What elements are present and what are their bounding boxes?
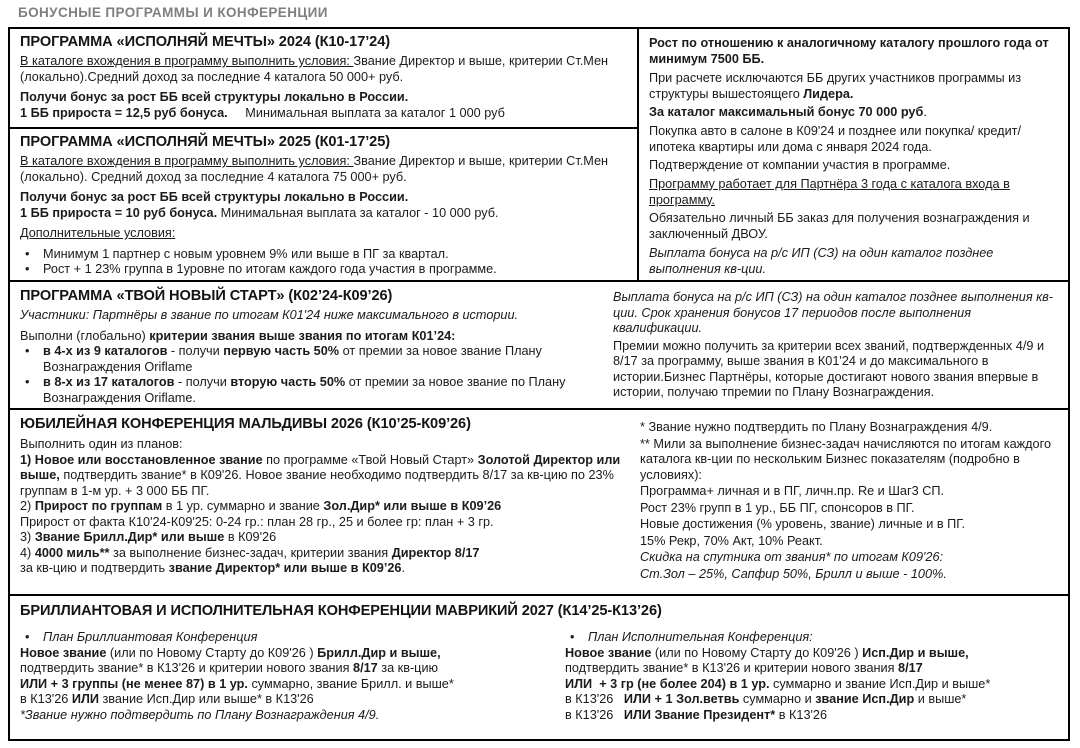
paragraph-text: 1 ББ прироста = 10 руб бонуса. Минимальная выплата за каталог - 10 000 руб. (20, 205, 499, 220)
section-mauritius (10, 596, 1068, 739)
paragraph (613, 290, 1060, 337)
paragraph (640, 517, 1062, 533)
paragraph (565, 677, 1060, 693)
dream-programs-column (10, 29, 639, 280)
paragraph-text: Рост 23% групп в 1 ур., ББ ПГ, спонсоров в ПГ. (640, 500, 915, 515)
paragraph (565, 646, 1060, 662)
paragraph-text: 1) Новое или восстановленное звание по программе «Твой Новый Старт» Золотой Директор или выше, подтвердить звание* в К09'26. Новое звание необходимо подтвердить 8/17 за кв-цию по 23% группам в 1-м ур. + 3 000 ББ ПГ. (20, 452, 621, 498)
paragraph (20, 106, 629, 122)
bullet-icon: • (25, 262, 30, 276)
section-program-2024 (10, 29, 637, 129)
paragraph (20, 677, 552, 693)
paragraph (640, 437, 1062, 484)
paragraph (640, 501, 1062, 517)
bullet-item (20, 247, 629, 263)
paragraph-text: *Звание нужно подтвердить по Плану Вознаграждения 4/9. (20, 707, 380, 722)
section-maldives (10, 410, 632, 594)
paragraph-text: Подтверждение от компании участия в программе. (649, 158, 951, 172)
paragraph-text: За каталог максимальный бонус 70 000 руб. (649, 105, 927, 119)
paragraph (649, 245, 1060, 277)
growth-bonus-notes-body (649, 35, 1060, 277)
bullet-item (20, 344, 600, 375)
paragraph-text: План Исполнительная Конференция: (588, 630, 813, 644)
paragraph-text: в 4-х из 9 каталогов - получи первую часть 50% от премии за новое звание Плану Вознаграждения Oriflame (43, 344, 542, 374)
program-2024-body (20, 54, 629, 121)
paragraph-text: ** Мили за выполнение бизнес-задач начисляются по итогам каждого каталога кв-ции по нескольким Бизнес показателям (подробно в условиях): (640, 436, 1052, 482)
paragraph (20, 546, 624, 562)
paragraph-text: Ст.Зол – 25%, Сапфир 50%, Брилл и выше - 100%. (640, 566, 947, 581)
paragraph-text: за кв-цию и подтвердить звание Директор* или выше в К09’26. (20, 561, 406, 575)
paragraph-text: Получи бонус за рост ББ всей структуры локально в России. (20, 90, 409, 104)
paragraph (640, 484, 1062, 500)
paragraph-text: Обязательно личный ББ заказ для получения вознаграждения и заключенный ДВОУ. (649, 211, 1030, 241)
paragraph (20, 154, 629, 185)
program-2025-body (20, 154, 629, 278)
band-maldives (10, 410, 1068, 596)
paragraph (640, 550, 1062, 566)
paragraph-text: ИЛИ + 3 гр (не более 204) в 1 ур. суммарно и звание Исп.Дир и выше* (565, 676, 991, 691)
paragraph (20, 515, 624, 531)
new-start-notes-body (613, 290, 1060, 401)
paragraph-text: 4) 4000 миль** за выполнение бизнес-задач, критерии звания Директор 8/17 (20, 545, 480, 560)
band-dream-programs (10, 29, 1068, 282)
paragraph (20, 661, 552, 677)
bullet-icon: • (570, 630, 575, 644)
band-new-start (10, 282, 1068, 410)
bullet-icon: • (25, 246, 30, 261)
section-new-start-notes (608, 282, 1068, 408)
paragraph (565, 661, 1060, 677)
program-2024-header: ПРОГРАММА «ИСПОЛНЯЙ МЕЧТЫ» 2024 (К10-17’24) (20, 34, 390, 50)
paragraph-text: В каталоге вхождения в программу выполнить условия: Звание Директор и выше, критерии Ст.Мен (локально).Средний доход за последние 4 каталога 50 000+ руб. (20, 54, 609, 84)
paragraph (20, 90, 629, 106)
mauritius-columns (20, 630, 1060, 723)
paragraph-text: Выплата бонуса на р/с ИП (СЗ) на один каталог позднее выполнения кв-ции. (649, 245, 994, 276)
paragraph-text: 3) Звание Брилл.Дир* или выше в К09'26 (20, 530, 277, 544)
paragraph (640, 567, 1062, 583)
section-maldives-notes (632, 410, 1068, 594)
paragraph (640, 534, 1062, 550)
programs-table (8, 27, 1070, 741)
paragraph-text: Новое звание (или по Новому Старту до К09'26 ) Брилл.Дир и выше, (20, 645, 441, 660)
section-new-start (10, 282, 608, 408)
paragraph (20, 206, 629, 222)
paragraph (20, 226, 629, 242)
paragraph-text: подтвердить звание* в К13'26 и критерии нового звания 8/17 за кв-цию (20, 661, 439, 675)
paragraph (613, 339, 1060, 401)
paragraph (20, 561, 624, 577)
bullet-item (565, 630, 1060, 646)
paragraph-text: в К13'26 ИЛИ + 1 Зол.ветвь суммарно и звание Исп.Дир и выше* (565, 692, 967, 706)
paragraph (565, 708, 1060, 724)
paragraph (20, 692, 552, 708)
paragraph (640, 420, 1062, 436)
paragraph (20, 646, 552, 662)
paragraph-text: подтвердить звание* в К13'26 и критерии нового звания 8/17 (565, 661, 923, 675)
paragraph-text: Выплата бонуса на р/с ИП (СЗ) на один каталог позднее выполнения кв-ции. Срок хранения бонусов 17 периодов после выполнения квалификации. (613, 290, 1053, 335)
section-program-2025 (10, 129, 637, 280)
paragraph (649, 210, 1060, 242)
paragraph (20, 54, 629, 85)
paragraph-text: Покупка авто в салоне в К09'24 и позднее или покупка/ кредит/ ипотека квартиры или дома с января 2024 года. (649, 123, 1022, 154)
paragraph (20, 708, 552, 724)
paragraph-text: Выполни (глобально) критерии звания выше звания по итогам К01’24: (20, 328, 456, 343)
paragraph-text: Премии можно получить за критерии всех званий, подтвержденных 4/9 и 8/17 за программу, выше звания в К01'24 и до максимального в истории.Бизнес Партнёры, которые достигают нового звания впервые в истории, получаю тпремии по Плану Вознаграждения. (613, 338, 1045, 399)
paragraph-text: в К13'26 ИЛИ звание Исп.Дир или выше* в К13'26 (20, 692, 314, 706)
paragraph-text: При расчете исключаются ББ других участников программы из структуры вышестоящего Лидера. (649, 70, 1022, 101)
paragraph-text: Новое звание (или по Новому Старту до К09'26 ) Исп.Дир и выше, (565, 645, 969, 660)
paragraph-text: Программа+ личная и в ПГ, личн.пр. Re и Шаг3 СП. (640, 484, 944, 498)
maldives-notes-body (640, 420, 1062, 582)
paragraph-text: Новые достижения (% уровень, звание) личные и в ПГ. (640, 517, 966, 531)
paragraph-text: Выполнить один из планов: (20, 437, 183, 451)
paragraph (649, 123, 1060, 155)
bullet-item (20, 262, 629, 278)
paragraph-text: 2) Прирост по группам в 1 ур. суммарно и звание Зол.Дир* или выше в К09’26 (20, 499, 502, 513)
paragraph-text: В каталоге вхождения в программу выполнить условия: Звание Директор и выше, критерии Ст.Мен (локально). Средний доход за последние 4 каталога 75 000+ руб. (20, 154, 609, 184)
paragraph (565, 692, 1060, 708)
paragraph-text: в К13'26 ИЛИ Звание Президент* в К13'26 (565, 707, 828, 722)
bullet-icon: • (25, 375, 30, 389)
paragraph (649, 104, 1060, 120)
paragraph-text: * Звание нужно подтвердить по Плану Вознаграждения 4/9. (640, 420, 993, 434)
paragraph (20, 437, 624, 453)
paragraph-text: Дополнительные условия: (20, 226, 176, 240)
paragraph-text: Участники: Партнёры в звание по итогам К01'24 ниже максимального в истории. (20, 308, 519, 322)
paragraph (20, 329, 600, 345)
new-start-header: ПРОГРАММА «ТВОЙ НОВЫЙ СТАРТ» (К02’24-К09’26) (20, 288, 393, 304)
paragraph-text: ИЛИ + 3 группы (не менее 87) в 1 ур. суммарно, звание Брилл. и выше* (20, 676, 454, 691)
bullet-icon: • (25, 630, 30, 644)
paragraph-text: 15% Рекр, 70% Акт, 10% Реакт. (640, 533, 823, 548)
paragraph (649, 70, 1060, 102)
page-title: БОНУСНЫЕ ПРОГРАММЫ И КОНФЕРЕНЦИИ (18, 5, 328, 20)
section-growth-bonus-notes (639, 29, 1068, 280)
maldives-body (20, 437, 624, 577)
paragraph-text: План Бриллиантовая Конференция (43, 630, 258, 644)
paragraph-text: Скидка на спутника от звания* по итогам К09'26: (640, 550, 944, 564)
paragraph (649, 157, 1060, 173)
paragraph (20, 499, 624, 515)
paragraph (649, 176, 1060, 208)
paragraph-text: Получи бонус за рост ББ всей структуры локально в России. (20, 190, 409, 204)
paragraph-text: Рост + 1 23% группа в 1уровне по итогам каждого года участия в программе. (43, 262, 497, 276)
paragraph-text: в 8-х из 17 каталогов - получи вторую часть 50% от премии за новое звание по Плану Вознаграждения Oriflame. (43, 375, 566, 405)
bullet-icon: • (25, 344, 30, 358)
paragraph (20, 308, 600, 324)
paragraph (20, 530, 624, 546)
paragraph-text: 1 ББ прироста = 12,5 руб бонуса. Минимальная выплата за каталог 1 000 руб (20, 105, 505, 120)
paragraph (20, 453, 624, 500)
new-start-body (20, 308, 600, 406)
executive-plan-column (552, 630, 1060, 723)
paragraph-text: Минимум 1 партнер с новым уровнем 9% или выше в ПГ за квартал. (43, 246, 449, 261)
bullet-item (20, 375, 600, 406)
diamond-plan-column (20, 630, 552, 723)
paragraph (20, 190, 629, 206)
paragraph-text: Рост по отношению к аналогичному каталогу прошлого года от минимум 7500 ББ. (649, 36, 1049, 66)
mauritius-header: БРИЛЛИАНТОВАЯ И ИСПОЛНИТЕЛЬНАЯ КОНФЕРЕНЦИИ МАВРИКИЙ 2027 (К14’25-К13’26) (20, 603, 662, 619)
bullet-item (20, 630, 552, 646)
paragraph-text: Программу работает для Партнёра 3 года с каталога входа в программу. (649, 176, 1010, 207)
paragraph-text: Прирост от факта К10'24-К09'25: 0-24 гр.: план 28 гр., 25 и более гр: план + 3 гр. (20, 514, 494, 529)
program-2025-header: ПРОГРАММА «ИСПОЛНЯЙ МЕЧТЫ» 2025 (К01-17’25) (20, 134, 390, 150)
maldives-header: ЮБИЛЕЙНАЯ КОНФЕРЕНЦИЯ МАЛЬДИВЫ 2026 (К10’25-К09’26) (20, 416, 471, 432)
paragraph (649, 35, 1060, 67)
